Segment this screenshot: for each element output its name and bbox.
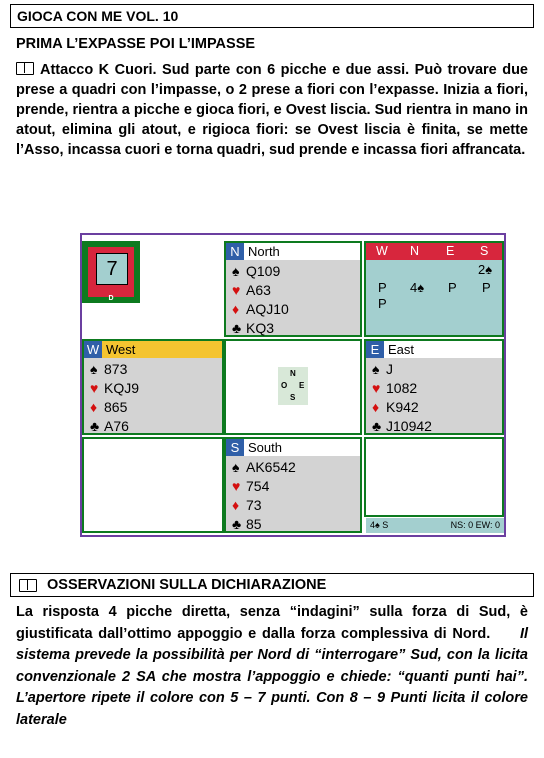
compass-rose: N O E S [278,367,308,405]
bid: P [378,296,387,311]
diamond-icon: ♦ [90,399,98,415]
club-icon: ♣ [90,418,100,434]
bid: P [448,280,457,295]
article-subtitle: PRIMA L’EXPASSE POI L’IMPASSE [16,36,256,52]
north-hearts: A63 [246,282,271,298]
page-title: GIOCA CON ME VOL. 10 [17,8,179,24]
intro-paragraph [16,60,528,160]
vulnerability-label: NS: 0 EW: 0 [450,520,500,530]
seat-badge-north: N [226,243,244,260]
spade-icon: ♠ [90,361,98,377]
contract-label: 4♠ S [370,520,389,530]
bridge-board [80,233,506,537]
bid: P [482,280,491,295]
auction-panel [364,241,504,337]
section-paragraph [16,602,528,732]
south-clubs: 85 [246,516,262,532]
section-text-plain: La risposta 4 picche diretta, senza “indagini” sulla forza di Sud, è giustificata dall’ottimo appoggio e dalla forza complessiva di Nord. [16,604,528,642]
seat-badge-east: E [366,341,384,358]
bid: P [378,280,387,295]
bid: 2♠ [478,262,493,277]
west-diamonds: 865 [104,399,128,415]
south-diamonds: 73 [246,497,262,513]
section-title: OSSERVAZIONI SULLA DICHIARAZIONE [47,577,327,593]
west-hearts: KQJ9 [104,380,140,396]
result-bar [366,518,504,533]
east-spades: J [386,361,393,377]
heart-icon: ♥ [372,380,381,396]
board-number-cell [82,241,224,337]
heart-icon: ♥ [90,380,99,396]
seat-badge-west: W [84,341,102,358]
east-diamonds: K942 [386,399,419,415]
board-number: 7 [96,253,128,285]
section-title-box [10,573,534,597]
spade-icon: ♠ [372,361,380,377]
empty-cell [82,437,224,533]
club-icon: ♣ [232,516,242,532]
seat-name-north: North [248,244,280,259]
hand-west [82,339,224,435]
diamond-icon: ♦ [232,301,240,317]
auction-header: W N E S [366,243,502,260]
spade-icon: ♠ [232,459,240,475]
east-clubs: J10942 [386,418,432,434]
north-spades: Q109 [246,263,281,279]
book-icon [19,579,37,592]
book-icon [16,62,34,75]
spade-icon: ♠ [232,263,240,279]
section-text-italic: Il sistema prevede la possibilità per Nord di “interrogare” Sud, con la licita convenzionale 2 SA che mostra l’appoggio e chiede: “quanti punti hai”. L’apertore ripete il colore con 5 – 7 punti. Con 8 – 9 Punti licita il colore laterale [16,625,528,728]
board-frame [82,241,140,303]
bid: 4♠ [410,280,425,295]
north-diamonds: AQJ10 [246,301,289,317]
empty-cell [364,437,504,517]
west-spades: 873 [104,361,128,377]
auction-bids [366,260,502,335]
dealer-marker: D [108,295,114,302]
hand-north [224,241,362,337]
intro-text: Attacco K Cuori. Sud parte con 6 picche e due assi. Può trovare due prese a quadri con l’impasse, o 2 prese a fiori con l’expasse. Inizia a fiori, prende, rientra a picche e gioca fiori, e Ovest liscia. Sud rientra in mano in atout, elimina gli atout, e rigioca fiori: se Ovest liscia è finita, se mette l’Asso, incassa cuori e torna quadri, sud prende e incassa fiori affrancata. [16,62,528,158]
hand-south [224,437,362,533]
heart-icon: ♥ [232,282,241,298]
hand-east [364,339,504,435]
seat-badge-south: S [226,439,244,456]
heart-icon: ♥ [232,478,241,494]
compass-cell [224,339,362,435]
seat-name-south: South [248,440,282,455]
west-clubs: A76 [104,418,129,434]
east-hearts: 1082 [386,380,418,396]
diamond-icon: ♦ [232,497,240,513]
north-clubs: KQ3 [246,320,275,336]
seat-name-west: West [106,342,136,357]
title-box [10,4,534,28]
club-icon: ♣ [232,320,242,336]
club-icon: ♣ [372,418,382,434]
south-spades: AK6542 [246,459,296,475]
diamond-icon: ♦ [372,399,380,415]
seat-name-east: East [388,342,415,357]
south-hearts: 754 [246,478,270,494]
